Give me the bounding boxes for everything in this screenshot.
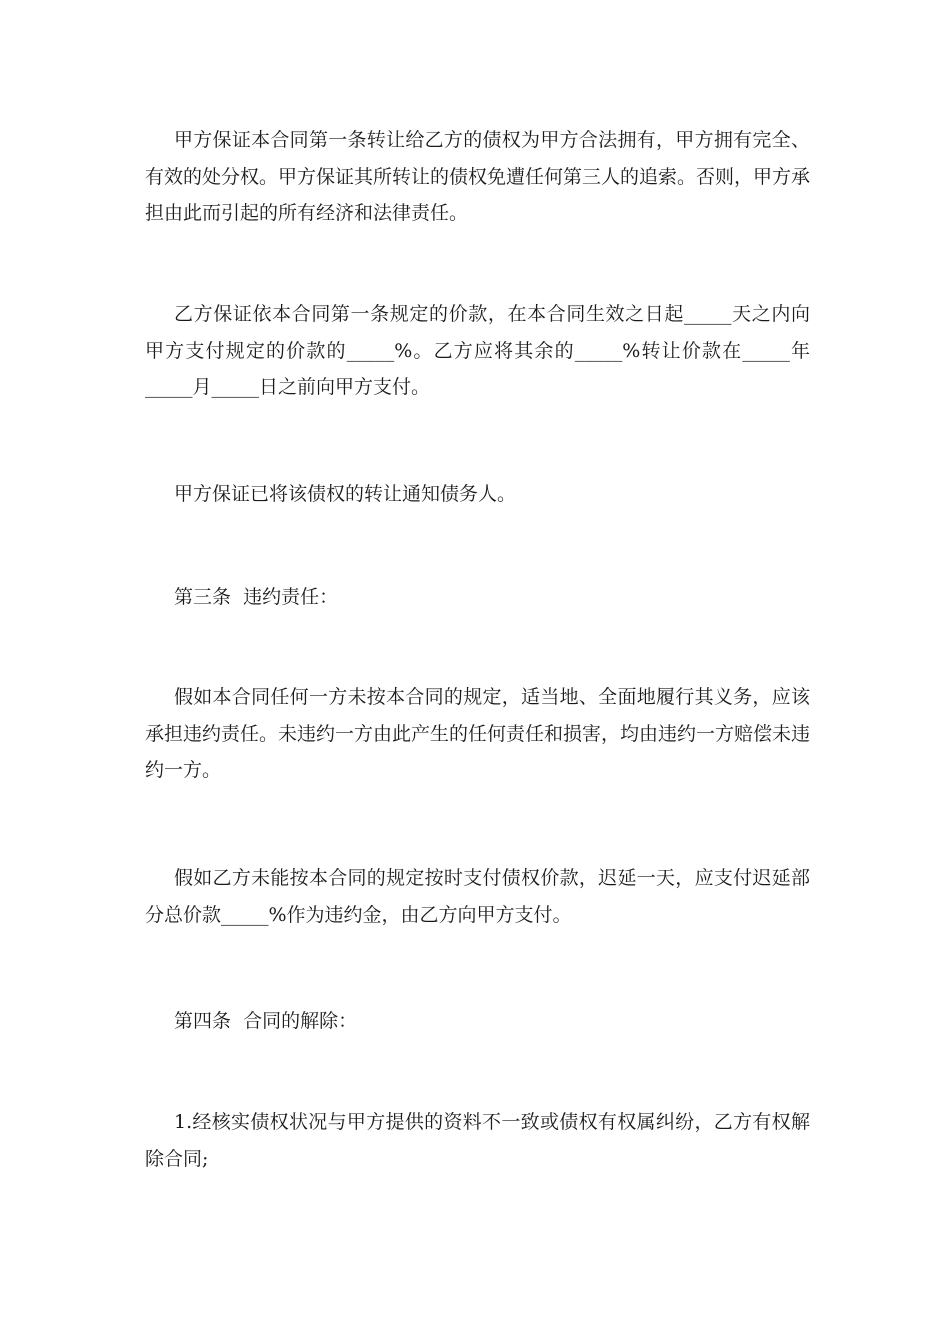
heading-article-4: 第四条 合同的解除： bbox=[174, 1010, 358, 1032]
paragraph-termination-clause-1: 1.经核实债权状况与甲方提供的资料不一致或债权有权属纠纷，乙方有权解除合同; bbox=[145, 1111, 810, 1170]
paragraph-late-payment-penalty: 假如乙方未能按本合同的规定按时支付债权价款，迟延一天，应支付迟延部分总价款_____%作为违约金，由乙方向甲方支付。 bbox=[145, 867, 810, 926]
paragraph-debtor-notice: 甲方保证已将该债权的转让通知债务人。 bbox=[174, 483, 517, 505]
heading-article-3: 第三条 违约责任： bbox=[174, 586, 339, 608]
paragraph-payment-terms: 乙方保证依本合同第一条规定的价款，在本合同生效之日起_____天之内向甲方支付规定的价款的_____%。乙方应将其余的_____%转让价款在_____年 _____月_____日之前向甲方支付。 bbox=[145, 303, 817, 398]
paragraph-breach-liability: 假如本合同任何一方未按本合同的规定，适当地、全面地履行其义务，应该承担违约责任。未违约一方由此产生的任何责任和损害，均由违约一方赔偿未违约一方。 bbox=[145, 686, 811, 781]
paragraph-warranty-creditor-rights: 甲方保证本合同第一条转让给乙方的债权为甲方合法拥有，甲方拥有完全、有效的处分权。甲方保证其所转让的债权免遭任何第三人的追索。否则，甲方承担由此而引起的所有经济和法律责任。 bbox=[145, 129, 811, 224]
